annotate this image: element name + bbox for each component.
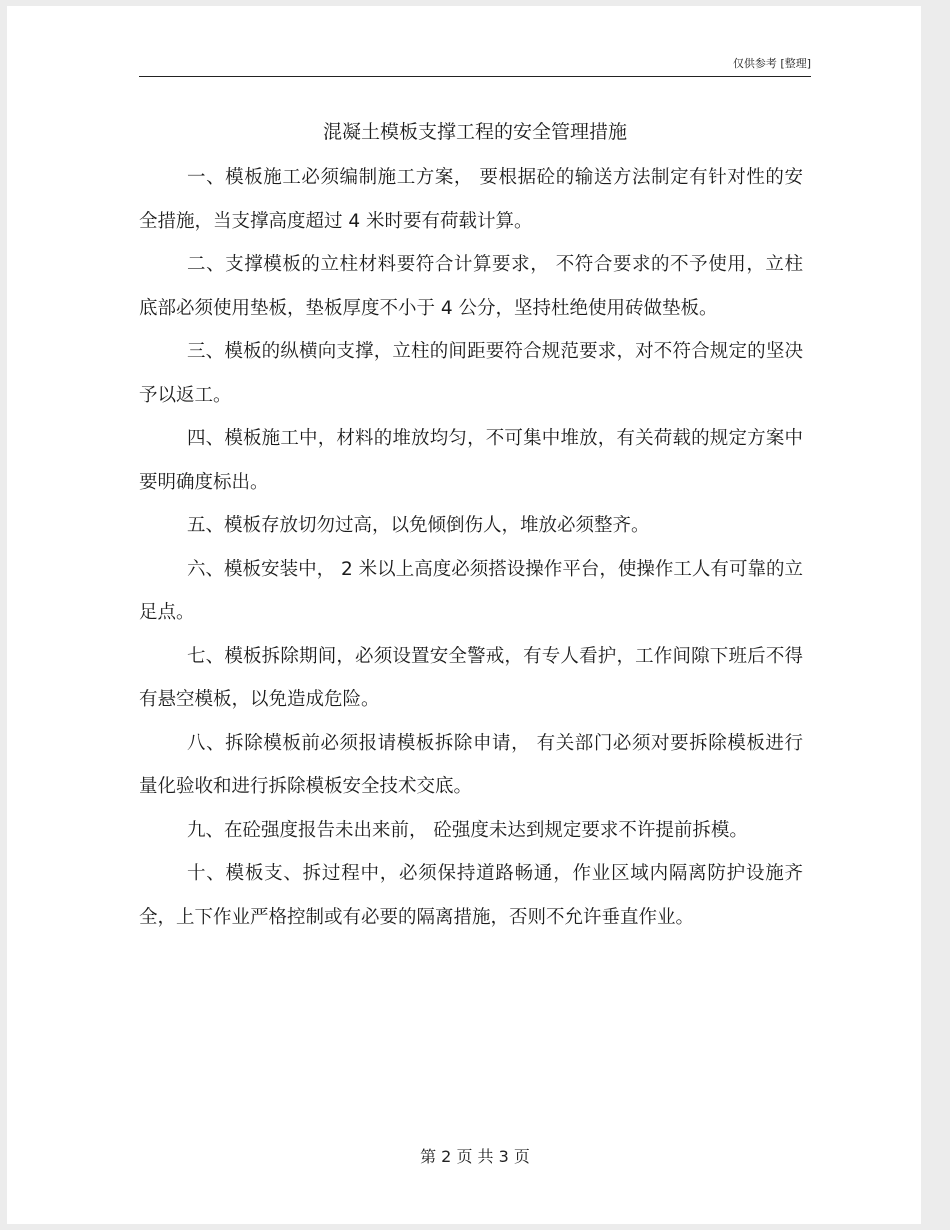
page-number-label: 第 2 页 共 3 页 xyxy=(420,1147,530,1166)
paragraph-3: 三、模板的纵横向支撑，立柱的间距要符合规范要求，对不符合规定的坚决予以返工。 xyxy=(139,341,803,406)
page-header xyxy=(139,54,811,77)
document-page xyxy=(7,6,921,1224)
header-note: 仅供参考 [整理] xyxy=(732,57,811,70)
paragraph-2: 二、支撑模板的立柱材料要符合计算要求， 不符合要求的不予使用，立柱底部必须使用垫板，垫板厚度不小于 4 公分，坚持杜绝使用砖做垫板。 xyxy=(139,254,803,319)
paragraph-1: 一、模板施工必须编制施工方案， 要根据砼的输送方法制定有针对性的安全措施，当支撑高度超过 4 米时要有荷载计算。 xyxy=(139,167,803,232)
paragraph-5: 五、模板存放切勿过高，以免倾倒伤人，堆放必须整齐。 xyxy=(187,515,650,536)
paragraph-9: 九、在砼强度报告未出来前， 砼强度未达到规定要求不许提前拆模。 xyxy=(187,819,748,841)
paragraph-7: 七、模板拆除期间，必须设置安全警戒，有专人看护，工作间隙下班后不得有悬空模板，以免造成危险。 xyxy=(139,645,803,710)
paragraph-6: 六、模板安装中， 2 米以上高度必须搭设操作平台，使操作工人有可靠的立足点。 xyxy=(139,558,803,623)
paragraph-10: 十、模板支、拆过程中，必须保持道路畅通，作业区域内隔离防护设施齐全，上下作业严格控制或有必要的隔离措施，否则不允许垂直作业。 xyxy=(139,863,803,928)
document-title: 混凝土模板支撑工程的安全管理措施 xyxy=(322,121,627,143)
page-footer xyxy=(139,1146,811,1168)
document-body xyxy=(139,156,803,939)
paragraph-4: 四、模板施工中，材料的堆放均匀，不可集中堆放，有关荷载的规定方案中要明确度标出。 xyxy=(139,428,803,493)
paragraph-8: 八、拆除模板前必须报请模板拆除申请， 有关部门必须对要拆除模板进行量化验收和进行拆除模板安全技术交底。 xyxy=(139,732,803,797)
